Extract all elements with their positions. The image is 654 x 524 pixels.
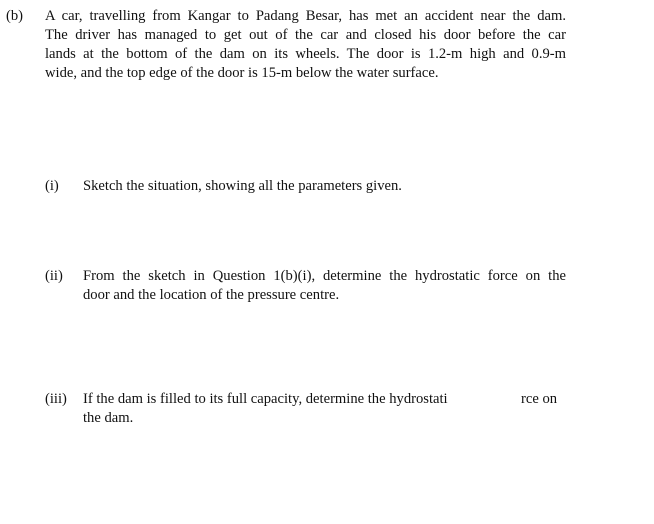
question-line-2: The driver has managed to get out of the car and closed his door before the car <box>45 27 566 43</box>
part-ii-text <box>83 267 566 305</box>
question-label: (b) <box>6 8 24 24</box>
question-line-4: wide, and the top edge of the door is 15-m below the water surface. <box>45 65 439 81</box>
question-text <box>45 7 566 83</box>
part-i-line-1: Sketch the situation, showing all the parameters given. <box>83 178 402 194</box>
question-line-1: A car, travelling from Kangar to Padang Besar, has met an accident near the dam. <box>45 8 566 24</box>
question-line-3: lands at the bottom of the dam on its wheels. The door is 1.2-m high and 0.9-m <box>45 46 566 62</box>
part-ii-line-1: From the sketch in Question 1(b)(i), determine the hydrostatic force on the <box>83 268 566 284</box>
part-iii-line-1b: rce on <box>521 391 558 407</box>
part-iii-label: (iii) <box>45 391 67 407</box>
part-ii-line-2: door and the location of the pressure centre. <box>83 287 340 303</box>
part-i-label: (i) <box>45 178 59 194</box>
part-ii-label: (ii) <box>45 268 63 284</box>
part-iii-line-1a: If the dam is filled to its full capacity, determine the hydrostati <box>83 391 448 407</box>
part-iii-line-2: the dam. <box>83 410 134 426</box>
part-i-text <box>83 177 566 196</box>
